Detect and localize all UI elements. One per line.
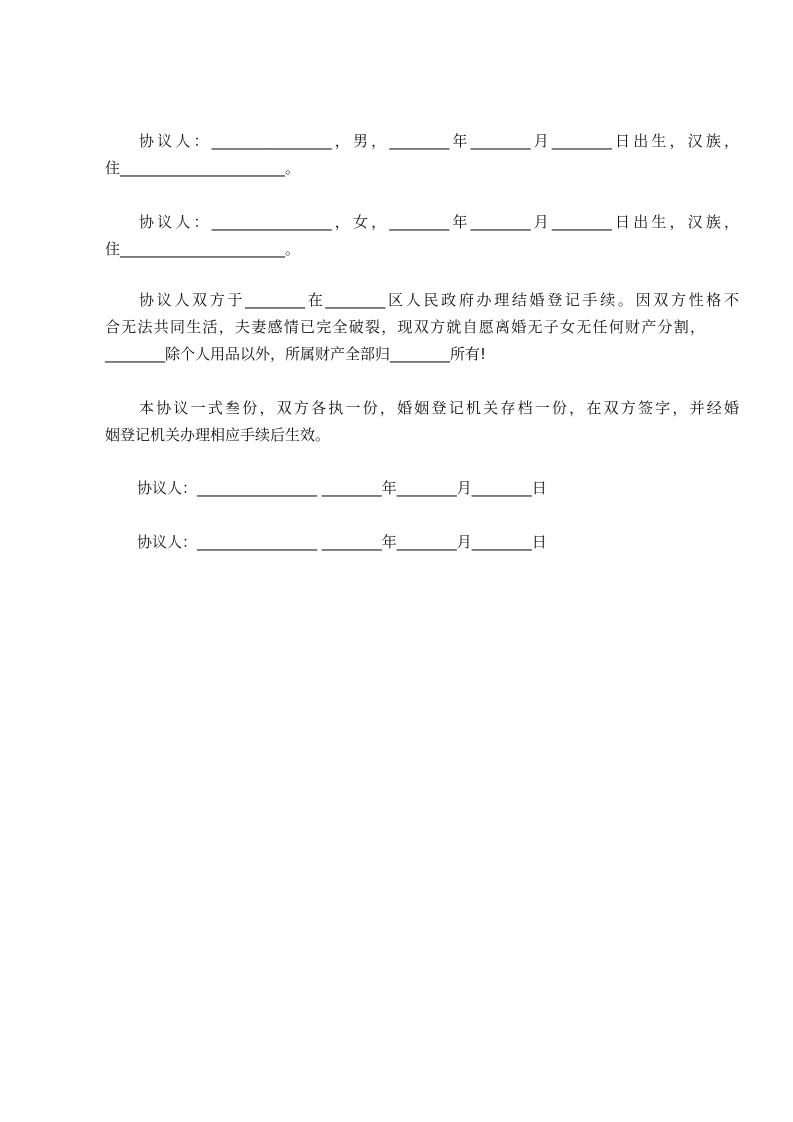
copies-line2: 姻登记机关办理相应手续后生效。 <box>105 426 331 444</box>
agreement-line1: 协议人双方于________在________区人民政府办理结婚登记手续。因双方性格不 <box>139 291 739 309</box>
copies-line1: 本协议一式叁份，双方各执一份，婚姻登记机关存档一份，在双方签字，并经婚 <box>139 399 739 417</box>
party2-line2: 住______________________。 <box>105 240 301 258</box>
party2-line1: 协议人：________________，女，________年________月________日出生，汉族， <box>139 213 739 231</box>
party1-line2: 住______________________。 <box>105 159 301 177</box>
agreement-line2: 合无法共同生活，夫妻感情已完全破裂，现双方就自愿离婚无子女无任何财产分割， <box>105 318 705 336</box>
signature-line-2: 协议人：________________ ________年________月________日 <box>137 533 547 551</box>
agreement-line3: ________除个人用品以外，所属财产全部归________所有! <box>105 345 487 363</box>
signature-line-1: 协议人：________________ ________年________月________日 <box>137 479 547 497</box>
party1-line1: 协议人：________________，男，________年________月________日出生，汉族， <box>139 132 739 150</box>
